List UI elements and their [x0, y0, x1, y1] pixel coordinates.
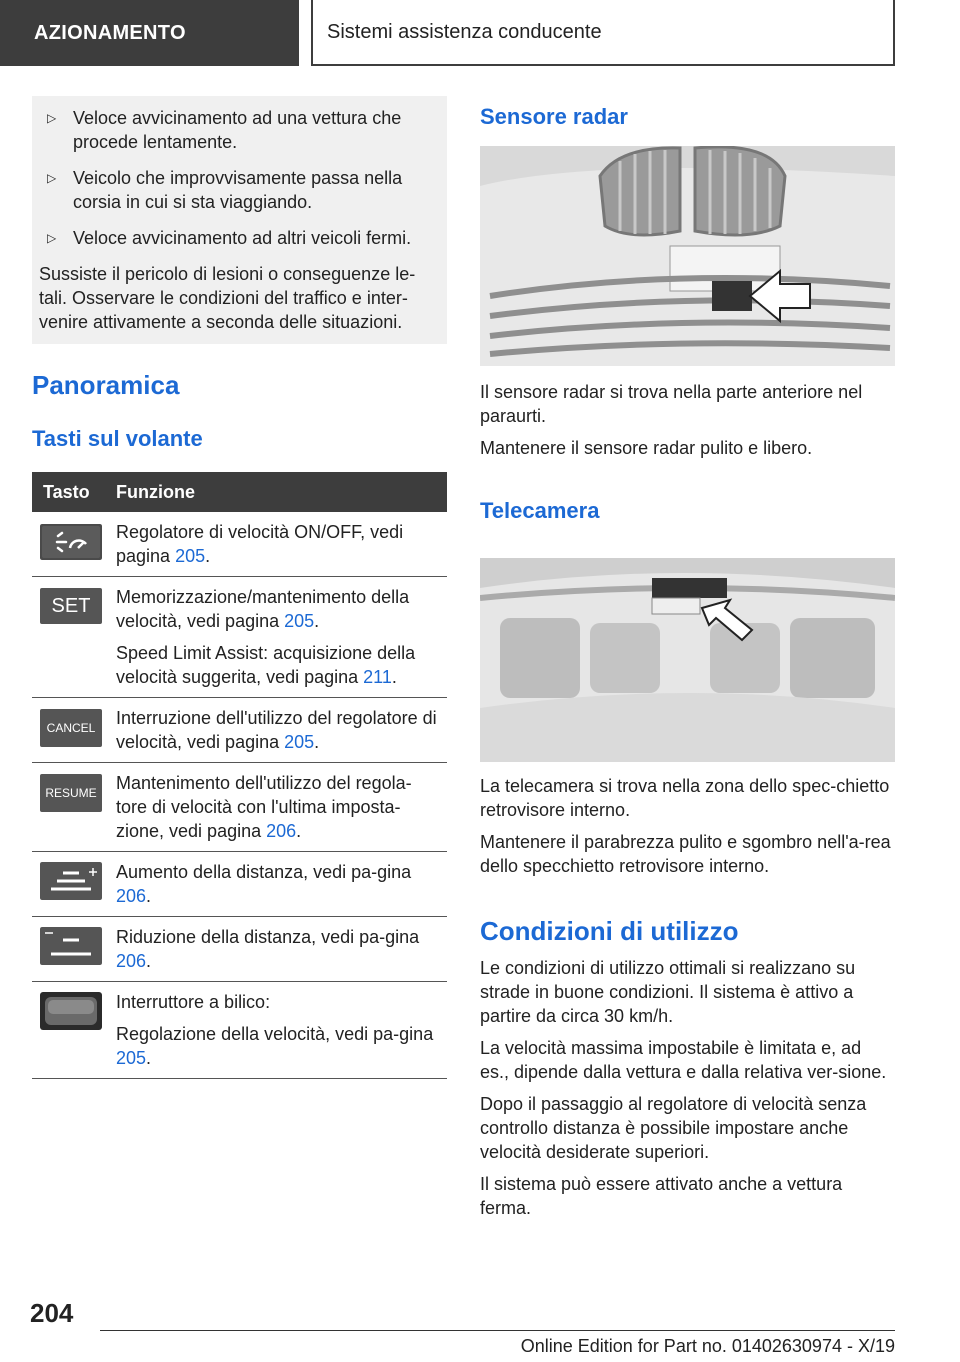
radar-sensor-image: [480, 146, 895, 366]
page-link[interactable]: 205: [175, 546, 206, 566]
table-header: [32, 472, 447, 512]
cruise-onoff-icon: [40, 524, 102, 560]
row-function: Riduzione della distanza, vedi pa-gina 206.: [116, 927, 420, 971]
list-item: ▷ Veloce avvicinamento ad una vettura che procede lentamente.: [47, 108, 402, 152]
page-link[interactable]: 206: [116, 886, 147, 906]
row-function: Interruzione dell'utilizzo del regolatore di velocità, vedi pagina 205.: [116, 708, 437, 752]
triangle-bullet-icon: ▷: [47, 111, 57, 125]
row-function: Aumento della distanza, vedi pa-gina 206.: [116, 862, 412, 906]
distance-minus-icon: [40, 927, 102, 965]
camera-heading: Telecamera: [480, 498, 600, 523]
camera-text: La telecamera si trova nella zona dello spec-chietto retrovisore interno. Mantenere il parabrezza pulito e sgombro nell'a-rea dello specchietto retrovisore interno.: [480, 776, 891, 876]
page-link[interactable]: 211: [363, 667, 392, 687]
row-function: Interruttore a bilico: Regolazione della velocità, vedi pa-gina 205.: [116, 992, 434, 1068]
page-link[interactable]: 206: [266, 821, 297, 841]
section-title: AZIONAMENTO: [0, 0, 299, 66]
table-row: [32, 763, 447, 852]
table-row: [32, 917, 447, 982]
camera-image: [480, 558, 895, 762]
row-function: Memorizzazione/mantenimento della velocità, vedi pagina 205. Speed Limit Assist: acquisizione della velocità suggerita, vedi pagina 211.: [116, 587, 416, 687]
page-link[interactable]: 206: [116, 951, 147, 971]
page-link[interactable]: 205: [284, 611, 315, 631]
warning-text: Sussiste il pericolo di lesioni o conseguenze le-tali. Osservare le condizioni del traffico e inter-venire attivamente a seconda delle situazioni.: [39, 264, 416, 332]
table-row: [32, 982, 447, 1079]
page-link[interactable]: 205: [116, 1048, 147, 1068]
cancel-icon: CANCEL: [40, 709, 102, 747]
page-number: 204: [30, 1298, 74, 1328]
row-function: Mantenimento dell'utilizzo del regola-tore di velocità con l'ultima imposta-zione, vedi pagina 206.: [116, 773, 412, 841]
page-header: [0, 0, 960, 66]
triangle-bullet-icon: ▷: [47, 231, 57, 245]
row-function: Regolatore di velocità ON/OFF, vedi pagina 205.: [116, 522, 404, 566]
warning-box: [32, 96, 447, 344]
steering-buttons-heading: Tasti sul volante: [32, 426, 203, 451]
table-row: [32, 698, 447, 763]
table-row: [32, 852, 447, 917]
radar-text: Il sensore radar si trova nella parte anteriore nel paraurti. Mantenere il sensore radar pulito e libero.: [480, 382, 863, 458]
table-row: [32, 512, 447, 577]
radar-heading: Sensore radar: [480, 104, 628, 129]
distance-plus-icon: [40, 862, 102, 900]
conditions-heading: Condizioni di utilizzo: [480, 916, 739, 946]
edition-note: Online Edition for Part no. 01402630974 - X/19: [520, 1336, 895, 1356]
steering-buttons-table: [32, 472, 447, 1079]
footer-divider: [100, 1330, 895, 1331]
chapter-title: Sistemi assistenza conducente: [311, 0, 895, 66]
rocker-switch-icon: [40, 992, 102, 1030]
triangle-bullet-icon: ▷: [47, 171, 57, 185]
panoramica-heading: Panoramica: [32, 370, 180, 400]
list-item: ▷ Veicolo che improvvisamente passa nella corsia in cui si sta viaggiando.: [47, 168, 403, 212]
list-item: ▷ Veloce avvicinamento ad altri veicoli fermi.: [47, 228, 412, 248]
col-function-header: Funzione: [116, 482, 195, 502]
page-link[interactable]: 205: [284, 732, 315, 752]
set-icon: SET: [40, 588, 102, 624]
warning-list: [39, 106, 437, 250]
resume-icon: RESUME: [40, 774, 102, 812]
conditions-text: Le condizioni di utilizzo ottimali si realizzano su strade in buone condizioni. Il sistema è attivo a partire da circa 30 km/h. La velocità massima impostabile è limitata e, ad es., dipende dalla vettura e dalla relativa ver-sione. Dopo il passaggio al regolatore di velocità senza controllo distanza è possibile impostare anche velocità desiderate superiori. Il sistema può essere attivato anche a vettura ferma.: [480, 958, 887, 1218]
table-row: [32, 577, 447, 698]
col-key-header: Tasto: [43, 482, 90, 502]
